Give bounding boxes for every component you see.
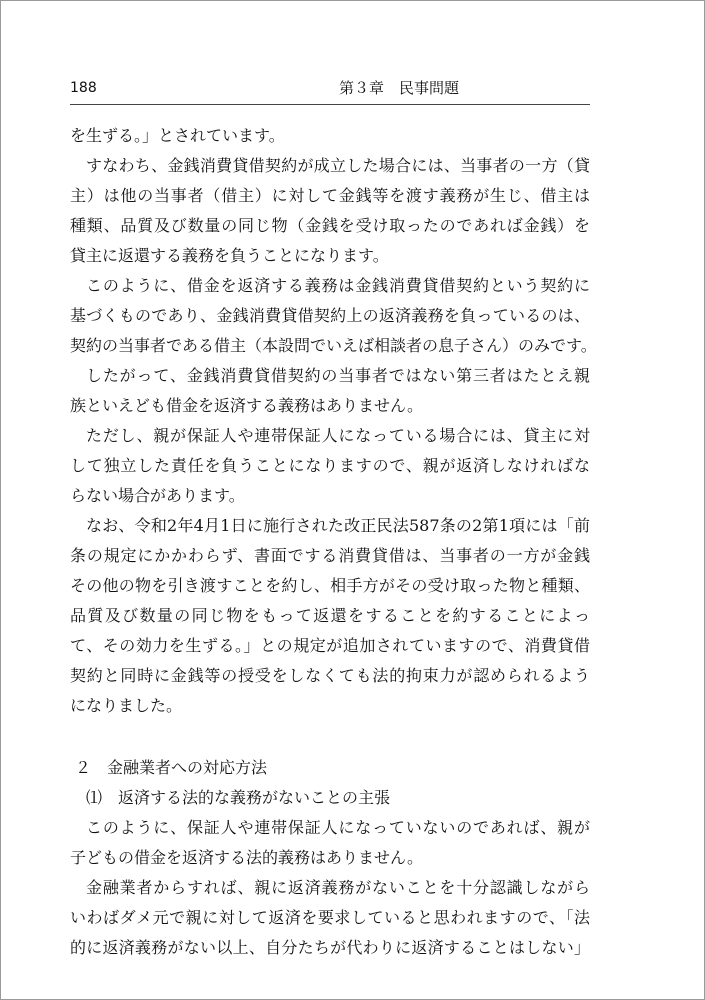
text-line: その他の物を引き渡すことを約し、相手方がその受け取った物と種類、	[70, 576, 590, 595]
text-line: 金融業者からすれば、親に返済義務がないことを十分認識しながら	[86, 878, 590, 897]
paragraph-5	[70, 421, 590, 511]
text-line: 契約と同時に金銭等の授受をしなくても法的拘束力が認められるよう	[70, 666, 590, 685]
text-line: このように、借金を返済する義務は金銭消費貸借契約という契約に	[86, 276, 590, 295]
text-line: 貸主に返還する義務を負うことになります。	[70, 246, 389, 265]
text-line: 的に返済義務がない以上、自分たちが代わりに返済することはしない」	[70, 938, 590, 957]
chapter-title: 第３章 民事問題	[339, 79, 460, 97]
text-line: 契約の当事者である借主（本設問でいえば相談者の息子さん）のみです。	[70, 336, 597, 355]
running-head	[70, 78, 590, 102]
text-line: すなわち、金銭消費貸借契約が成立した場合には、当事者の一方（貸	[86, 156, 590, 175]
text-line: して独立した責任を負うことになりますので、親が返済しなければな	[70, 456, 590, 475]
text-line: いわばダメ元で親に対して返済を要求していると思われますので、「法	[70, 908, 590, 927]
page-number: 188	[70, 80, 97, 96]
text-line: 主）は他の当事者（借主）に対して金銭等を渡す義務が生じ、借主は	[70, 186, 590, 205]
text-line: 基づくものであり、金銭消費貸借契約上の返済義務を負っているのは、	[70, 306, 590, 325]
header-rule	[70, 104, 590, 105]
text-line: を生ずる。」とされています。	[70, 126, 285, 145]
text-line: 品質及び数量の同じ物をもって返還をすることを約することによっ	[70, 606, 590, 625]
paragraph-4	[70, 361, 590, 421]
text-line: になりました。	[70, 696, 183, 715]
body-text	[70, 121, 597, 963]
section-heading: ２ 金融業者への対応方法	[75, 758, 268, 777]
section-paragraph-2	[70, 873, 590, 963]
text-line: 子どもの借金を返済する法的義務はありません。	[70, 848, 423, 867]
text-line: ただし、親が保証人や連帯保証人になっている場合には、貸主に対	[86, 426, 590, 445]
text-line: このように、保証人や連帯保証人になっていないのであれば、親が	[86, 818, 590, 837]
paragraph-6	[70, 511, 590, 721]
text-line: 条の規定にかかわらず、書面でする消費貸借は、当事者の一方が金銭	[70, 546, 590, 565]
section-paragraph-1	[70, 813, 590, 873]
text-line: なお、令和2年4月1日に施行された改正民法587条の2第1項には「前	[86, 516, 590, 535]
paragraph-3	[70, 271, 597, 361]
text-line: 族といえども借金を返済する義務はありません。	[70, 396, 423, 415]
section-2	[70, 753, 590, 963]
text-line: したがって、金銭消費貸借契約の当事者ではない第三者はたとえ親	[86, 366, 590, 385]
text-line: 種類、品質及び数量の同じ物（金銭を受け取ったのであれば金銭）を	[70, 216, 590, 235]
subsection-heading: ⑴ 返済する法的な義務がないことの主張	[86, 788, 391, 807]
paragraph-2	[70, 151, 590, 271]
paragraph-1	[70, 121, 590, 151]
text-line: て、その効力を生ずる。」との規定が追加されていますので、消費貸借	[70, 636, 590, 655]
text-line: らない場合があります。	[70, 486, 245, 505]
